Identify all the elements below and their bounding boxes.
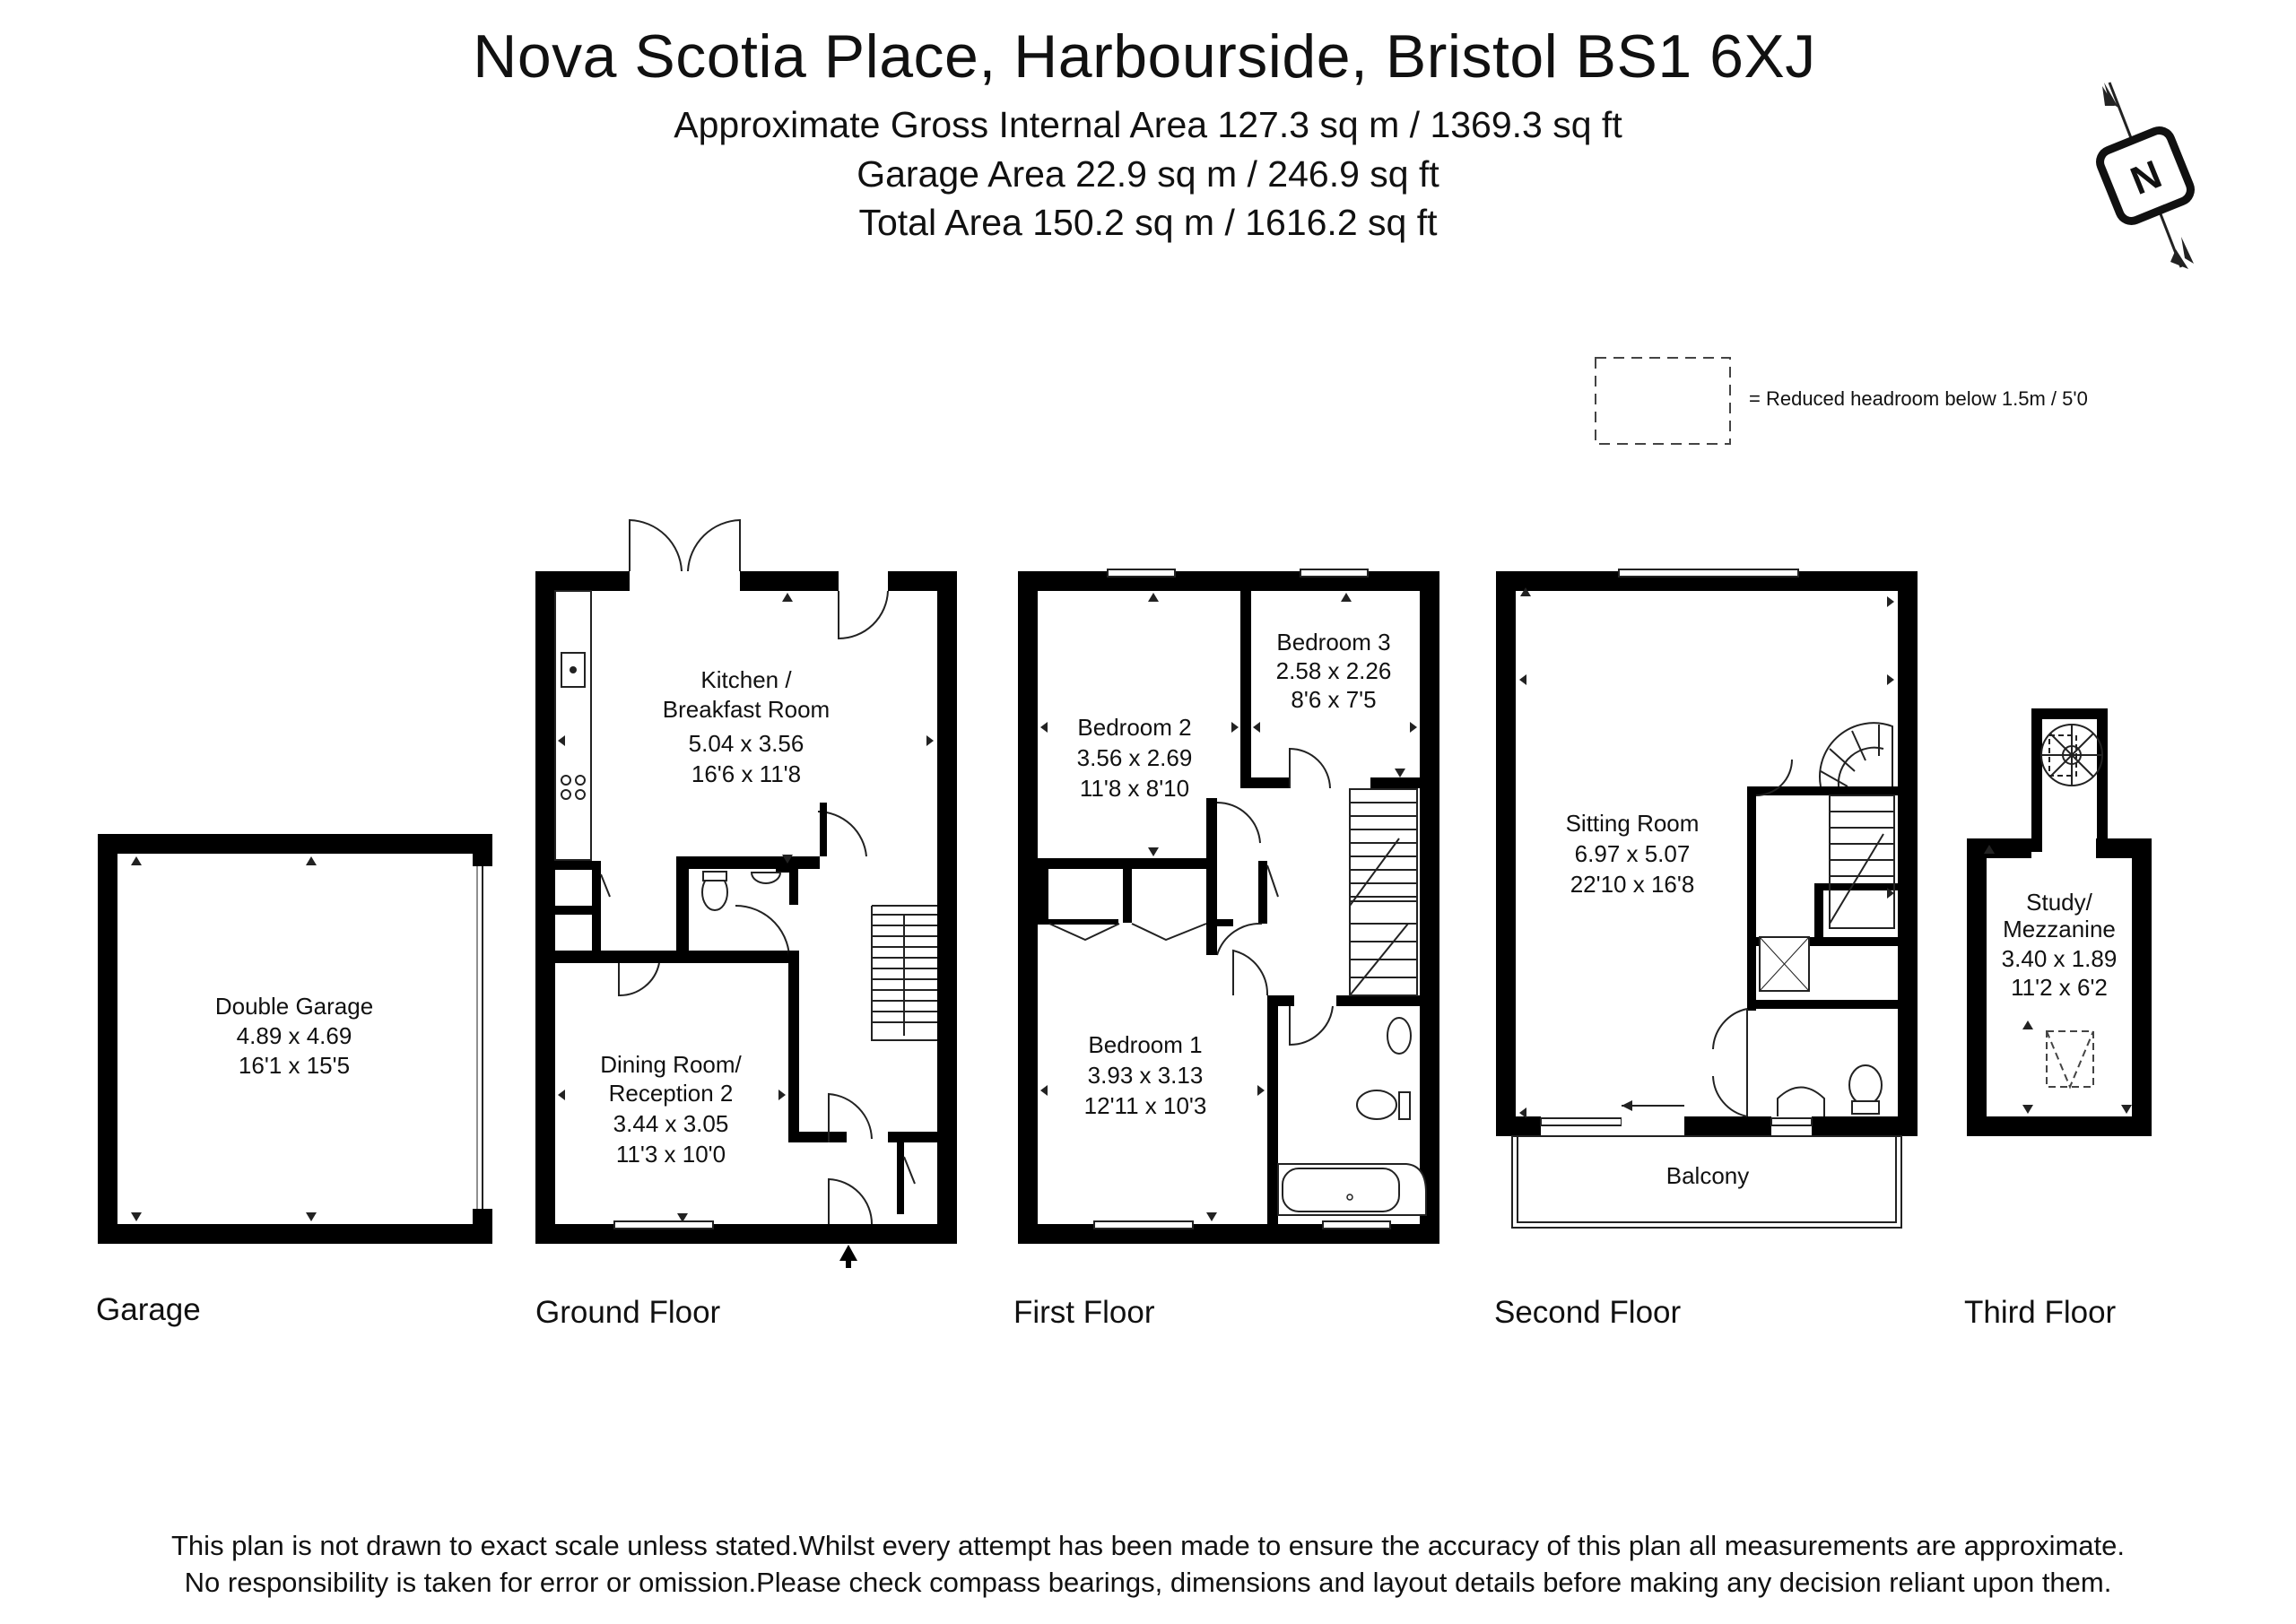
gross-internal-area: Approximate Gross Internal Area 127.3 sq m / 1369.3 sq ft — [674, 104, 1622, 145]
room-metric-kitchen: 5.04 x 3.56 — [688, 730, 804, 757]
disclaimer-line-2: No responsibility is taken for error or omission.Please check compass bearings, dimensions and layout details before making any decision reliant upon them. — [184, 1567, 2112, 1598]
room-imperial-kitchen: 16'6 x 11'8 — [691, 760, 802, 787]
room-name-balcony: Balcony — [1665, 1162, 1750, 1189]
room-imperial-bedroom3: 8'6 x 7'5 — [1291, 686, 1377, 713]
second-floor-plan — [1496, 569, 1918, 1228]
floor-label-garage: Garage — [96, 1292, 201, 1327]
room-name-dining-2: Reception 2 — [608, 1080, 734, 1107]
room-imperial-bedroom2: 11'8 x 8'10 — [1079, 775, 1190, 802]
total-area: Total Area 150.2 sq m / 1616.2 sq ft — [858, 202, 1438, 243]
room-metric-sitting: 6.97 x 5.07 — [1574, 840, 1691, 867]
compass-letter: N — [2125, 152, 2168, 204]
room-imperial-double-garage: 16'1 x 15'5 — [238, 1052, 351, 1079]
room-imperial-bedroom1: 12'11 x 10'3 — [1083, 1092, 1207, 1119]
disclaimer-line-1: This plan is not drawn to exact scale unless stated.Whilst every attempt has been made to ensure the accuracy of this plan all measurements are approximate. — [171, 1530, 2125, 1561]
garage-area: Garage Area 22.9 sq m / 246.9 sq ft — [857, 153, 1439, 195]
room-metric-double-garage: 4.89 x 4.69 — [236, 1022, 352, 1049]
room-name-bedroom3: Bedroom 3 — [1276, 629, 1391, 656]
room-imperial-sitting: 22'10 x 16'8 — [1570, 871, 1695, 898]
headroom-legend — [1596, 358, 2088, 444]
floor-label-first: First Floor — [1013, 1295, 1155, 1330]
floor-label-third: Third Floor — [1964, 1295, 2117, 1330]
room-metric-bedroom2: 3.56 x 2.69 — [1076, 744, 1193, 771]
room-name-sitting: Sitting Room — [1565, 810, 1700, 837]
floor-label-second: Second Floor — [1494, 1295, 1682, 1330]
room-name-bedroom2: Bedroom 2 — [1077, 714, 1192, 741]
room-imperial-study: 11'2 x 6'2 — [2011, 974, 2108, 1001]
room-name-double-garage: Double Garage — [214, 993, 374, 1020]
room-imperial-dining: 11'3 x 10'0 — [615, 1141, 726, 1168]
room-name-kitchen-1: Kitchen / — [700, 666, 792, 693]
floor-label-ground: Ground Floor — [535, 1295, 721, 1330]
room-name-study-1: Study/ — [2026, 889, 2092, 916]
room-metric-bedroom3: 2.58 x 2.26 — [1275, 657, 1392, 684]
north-compass-icon — [2096, 83, 2194, 269]
room-metric-bedroom1: 3.93 x 3.13 — [1087, 1062, 1204, 1089]
room-metric-study: 3.40 x 1.89 — [2001, 945, 2118, 972]
room-name-bedroom1: Bedroom 1 — [1088, 1031, 1203, 1058]
plan-title: Nova Scotia Place, Harbourside, Bristol BS1 6XJ — [473, 22, 1816, 91]
ground-floor-plan — [535, 520, 957, 1268]
legend-text: = Reduced headroom below 1.5m / 5'0 — [1749, 387, 2088, 410]
room-name-study-2: Mezzanine — [2003, 916, 2116, 942]
room-name-kitchen-2: Breakfast Room — [662, 696, 831, 723]
room-name-dining-1: Dining Room/ — [600, 1051, 742, 1078]
room-metric-dining: 3.44 x 3.05 — [613, 1110, 729, 1137]
